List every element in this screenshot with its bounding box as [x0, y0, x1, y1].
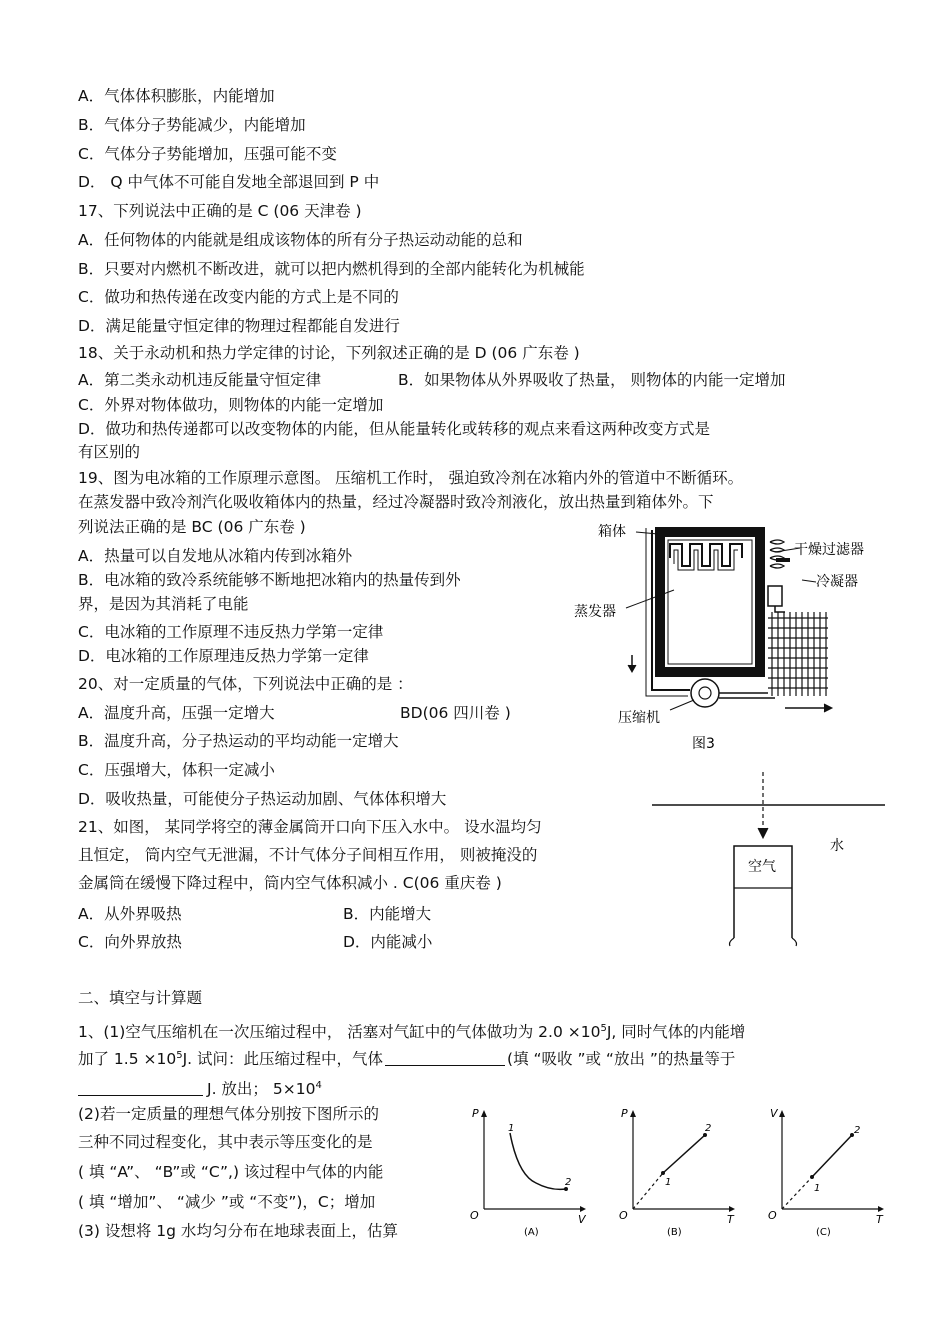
fridge-label-condenser: 冷凝器: [816, 574, 858, 590]
graph-c: [764, 1105, 899, 1240]
graph-b-caption: (B): [667, 1227, 682, 1238]
q21-option-c: C．向外界放热: [78, 933, 182, 951]
answer-blank-2[interactable]: [78, 1079, 203, 1096]
fill1-line2: 加了 $1.5 \times 10^5J$. 试问：此压缩过程中，气体 (填 “吸收 ”或 “放出 ”的热量等于: [78, 1050, 736, 1069]
q21-line1: 21、如图， 某同学将空的薄金属筒开口向下压入水中。 设水温均匀: [78, 818, 542, 836]
q21-option-d: D．内能减小: [343, 933, 433, 951]
q19-line1: 19、图为电冰箱的工作原理示意图。 压缩机工作时， 强迫致冷剂在冰箱内外的管道中不断循环。: [78, 469, 744, 487]
graph-c-point2: 2: [854, 1125, 861, 1136]
q19-option-b-line1: B．电冰箱的致冷系统能够不断地把冰箱内的热量传到外: [78, 571, 461, 589]
fridge-label-compressor: 压缩机: [618, 710, 660, 726]
graph-a-point1: 1: [508, 1123, 515, 1134]
q20-option-d: D．吸收热量，可能使分子热运动加剧、气体体积增大: [78, 790, 447, 808]
fridge-label-dryer: 干燥过滤器: [794, 542, 864, 558]
q17-option-b: B．只要对内燃机不断改进，就可以把内燃机得到的全部内能转化为机械能: [78, 260, 585, 278]
cylinder-diagram: [650, 768, 895, 948]
graph-b-x-label: T: [727, 1213, 734, 1226]
graph-a-y-label: P: [472, 1107, 479, 1120]
graph-c-x-label: T: [876, 1213, 883, 1226]
graph-b-point2: 2: [705, 1123, 712, 1134]
q19-line3: 列说法正确的是 BC (06 广东卷 ): [78, 518, 306, 536]
q18-option-d-line2: 有区别的: [78, 443, 141, 461]
q21-line3: 金属筒在缓慢下降过程中，筒内空气体积减小 . C(06 重庆卷 ): [78, 874, 502, 892]
fridge-label-box: 箱体: [598, 524, 626, 540]
q19-option-c: C．电冰箱的工作原理不违反热力学第一定律: [78, 623, 384, 641]
fill1-part2-line4: ( 填 “增加”、 “减少 ”或 “不变”)，C；增加: [78, 1193, 376, 1211]
q20-option-c: C．压强增大，体积一定减小: [78, 761, 275, 779]
fill1-part3-line1: (3) 设想将 1g 水均匀分布在地球表面上，估算: [78, 1222, 398, 1240]
section-title: 二、填空与计算题: [78, 989, 203, 1007]
q16-option-a: A．气体体积膨胀，内能增加: [78, 87, 275, 105]
graph-b-point1: 1: [665, 1177, 672, 1188]
fridge-diagram: [570, 520, 890, 760]
q16-option-c: C．气体分子势能增加，压强可能不变: [78, 145, 337, 163]
q18-option-c: C．外界对物体做功，则物体的内能一定增加: [78, 396, 384, 414]
graph-c-caption: (C): [816, 1227, 831, 1238]
fill1-part2-line2: 三种不同过程变化，其中表示等压变化的是: [78, 1133, 373, 1151]
graph-b-y-label: P: [621, 1107, 628, 1120]
q17-option-a: A．任何物体的内能就是组成该物体的所有分子热运动动能的总和: [78, 231, 523, 249]
q19-option-b-line2: 界，是因为其消耗了电能: [78, 595, 249, 613]
q16-option-b: B．气体分子势能减少，内能增加: [78, 116, 306, 134]
q18-option-d-line1: D．做功和热传递都可以改变物体的内能，但从能量转化或转移的观点来看这两种改变方式是: [78, 420, 710, 438]
graph-a-x-label: V: [578, 1213, 586, 1226]
q16-option-d: D． Q 中气体不可能自发地全部退回到 P 中: [78, 173, 380, 191]
q18-option-a: A．第二类永动机违反能量守恒定律: [78, 371, 322, 389]
q19-line2: 在蒸发器中致冷剂汽化吸收箱体内的热量，经过冷凝器时致冷剂液化，放出热量到箱体外。下: [78, 493, 714, 511]
graph-a-point2: 2: [565, 1177, 572, 1188]
graph-a-caption: (A): [524, 1227, 539, 1238]
fill1-part2-line1: (2)若一定质量的理想气体分别按下图所示的: [78, 1105, 379, 1123]
fridge-label-evaporator: 蒸发器: [574, 604, 616, 620]
cylinder-air-label: 空气: [748, 859, 776, 875]
q18-stem: 18、关于永动机和热力学定律的讨论，下列叙述正确的是 D (06 广东卷 ): [78, 344, 580, 362]
q20-stem: 20、对一定质量的气体，下列说法中正确的是 ：: [78, 675, 413, 693]
q20-option-b: B．温度升高，分子热运动的平均动能一定增大: [78, 732, 399, 750]
graph-a-origin: O: [470, 1209, 479, 1222]
q21-option-b: B．内能增大: [343, 905, 432, 923]
q19-option-a: A．热量可以自发地从冰箱内传到冰箱外: [78, 547, 353, 565]
q21-line2: 且恒定， 筒内空气无泄漏，不计气体分子间相互作用， 则被掩没的: [78, 846, 538, 864]
q18-option-b: B．如果物体从外界吸收了热量， 则物体的内能一定增加: [398, 371, 786, 389]
graph-b-origin: O: [619, 1209, 628, 1222]
fill1-line3: J. 放出； $5\times 10^4$: [78, 1075, 322, 1100]
graph-c-y-label: V: [770, 1107, 778, 1120]
cylinder-water-label: 水: [830, 838, 844, 854]
fill1-line1: 1、(1)空气压缩机在一次压缩过程中， 活塞对气缸中的气体做功为 $2.0 \times 10^5J$, 同时气体的内能增: [78, 1023, 746, 1042]
graph-b: [615, 1105, 750, 1240]
answer-blank-1[interactable]: [385, 1049, 505, 1066]
q17-stem: 17、下列说法中正确的是 C (06 天津卷 ): [78, 202, 362, 220]
q17-option-d: D．满足能量守恒定律的物理过程都能自发进行: [78, 317, 400, 335]
q21-option-a: A．从外界吸热: [78, 905, 182, 923]
q17-option-c: C．做功和热传递在改变内能的方式上是不同的: [78, 288, 399, 306]
q20-option-a: A．温度升高，压强一定增大: [78, 704, 275, 722]
graph-a: [466, 1105, 601, 1240]
graph-c-origin: O: [768, 1209, 777, 1222]
q19-option-d: D．电冰箱的工作原理违反热力学第一定律: [78, 647, 369, 665]
q20-answer: BD(06 四川卷 ): [400, 704, 511, 722]
graph-c-point1: 1: [814, 1183, 821, 1194]
fridge-caption: 图3: [692, 736, 715, 752]
fill1-part2-line3: ( 填 “A”、 “B”或 “C”,) 该过程中气体的内能: [78, 1163, 384, 1181]
